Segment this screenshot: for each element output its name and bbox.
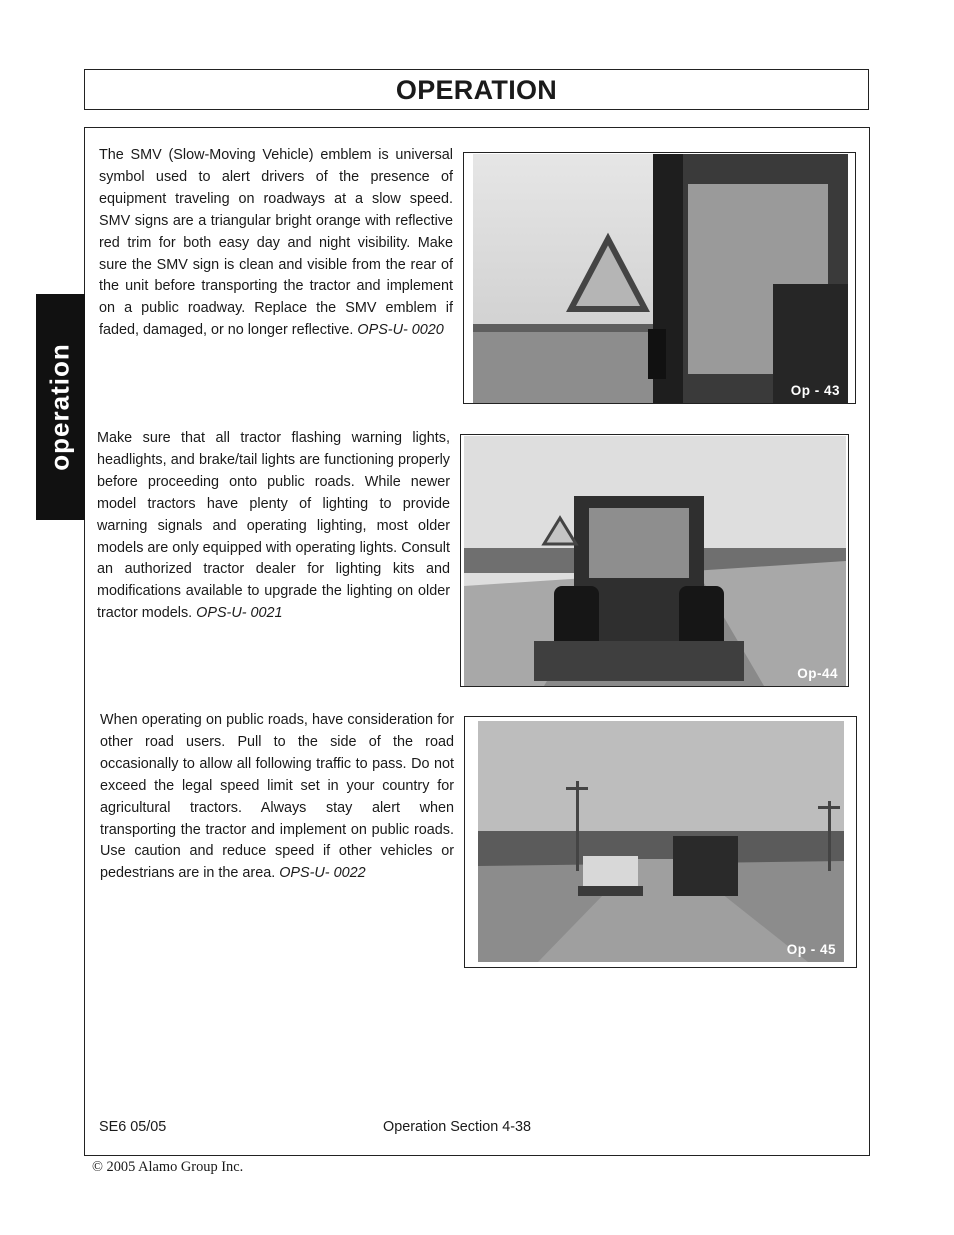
section-side-tab (36, 294, 85, 520)
footer-revision: SE6 05/05 (99, 1119, 167, 1135)
page-header (84, 69, 869, 110)
paragraph-text: When operating on public roads, have consideration for other road users. Pull to the side of the road occasionally to allow all following traffic to pass. Do not exceed the legal speed limit set in your country for agricultural tractors. Always stay alert when transporting the tractor and implement on public roads. Use caution and reduce speed if other vehicles or pedestrians are in the area. (100, 712, 454, 882)
paragraph-text: The SMV (Slow-Moving Vehicle) emblem is universal symbol used to alert drivers of the presence of equipment traveling on roadways at a slow speed. SMV signs are a triangular bright orange with reflective red trim for both easy day and night visibility. Make sure the SMV sign is clean and visible from the rear of the unit before transporting the tractor and implement on a public roadway. Replace the SMV emblem if faded, damaged, or no longer reflective. (99, 147, 453, 339)
lighting-paragraph (97, 428, 450, 625)
ops-code: OPS-U- 0021 (196, 605, 283, 622)
paragraph-text: Make sure that all tractor flashing warning lights, headlights, and brake/tail lights are functioning properly before proceeding onto public roads. While newer model tractors have plenty of lighting to provide warning signals and operating lighting, most older models are only equipped with operating lights. Consult an authorized tractor dealer for lighting kits and modifications available to upgrade the lighting on older tractor models. (97, 430, 450, 622)
tractor-lights-photo (464, 436, 846, 686)
public-road-photo (478, 721, 844, 962)
side-tab-label: operation (44, 343, 75, 471)
ops-code: OPS-U- 0020 (357, 322, 444, 339)
ops-code: OPS-U- 0022 (279, 865, 366, 882)
photo-label: Op - 43 (790, 383, 840, 398)
public-roads-paragraph (100, 710, 454, 885)
page-title: OPERATION (395, 75, 558, 105)
footer-section-page: Operation Section 4-38 (383, 1119, 531, 1135)
smv-emblem-photo (473, 154, 848, 403)
smv-emblem-paragraph (99, 145, 453, 342)
copyright-notice: © 2005 Alamo Group Inc. (92, 1159, 244, 1175)
photo-label: Op-44 (797, 666, 838, 681)
photo-label: Op - 45 (786, 942, 836, 957)
